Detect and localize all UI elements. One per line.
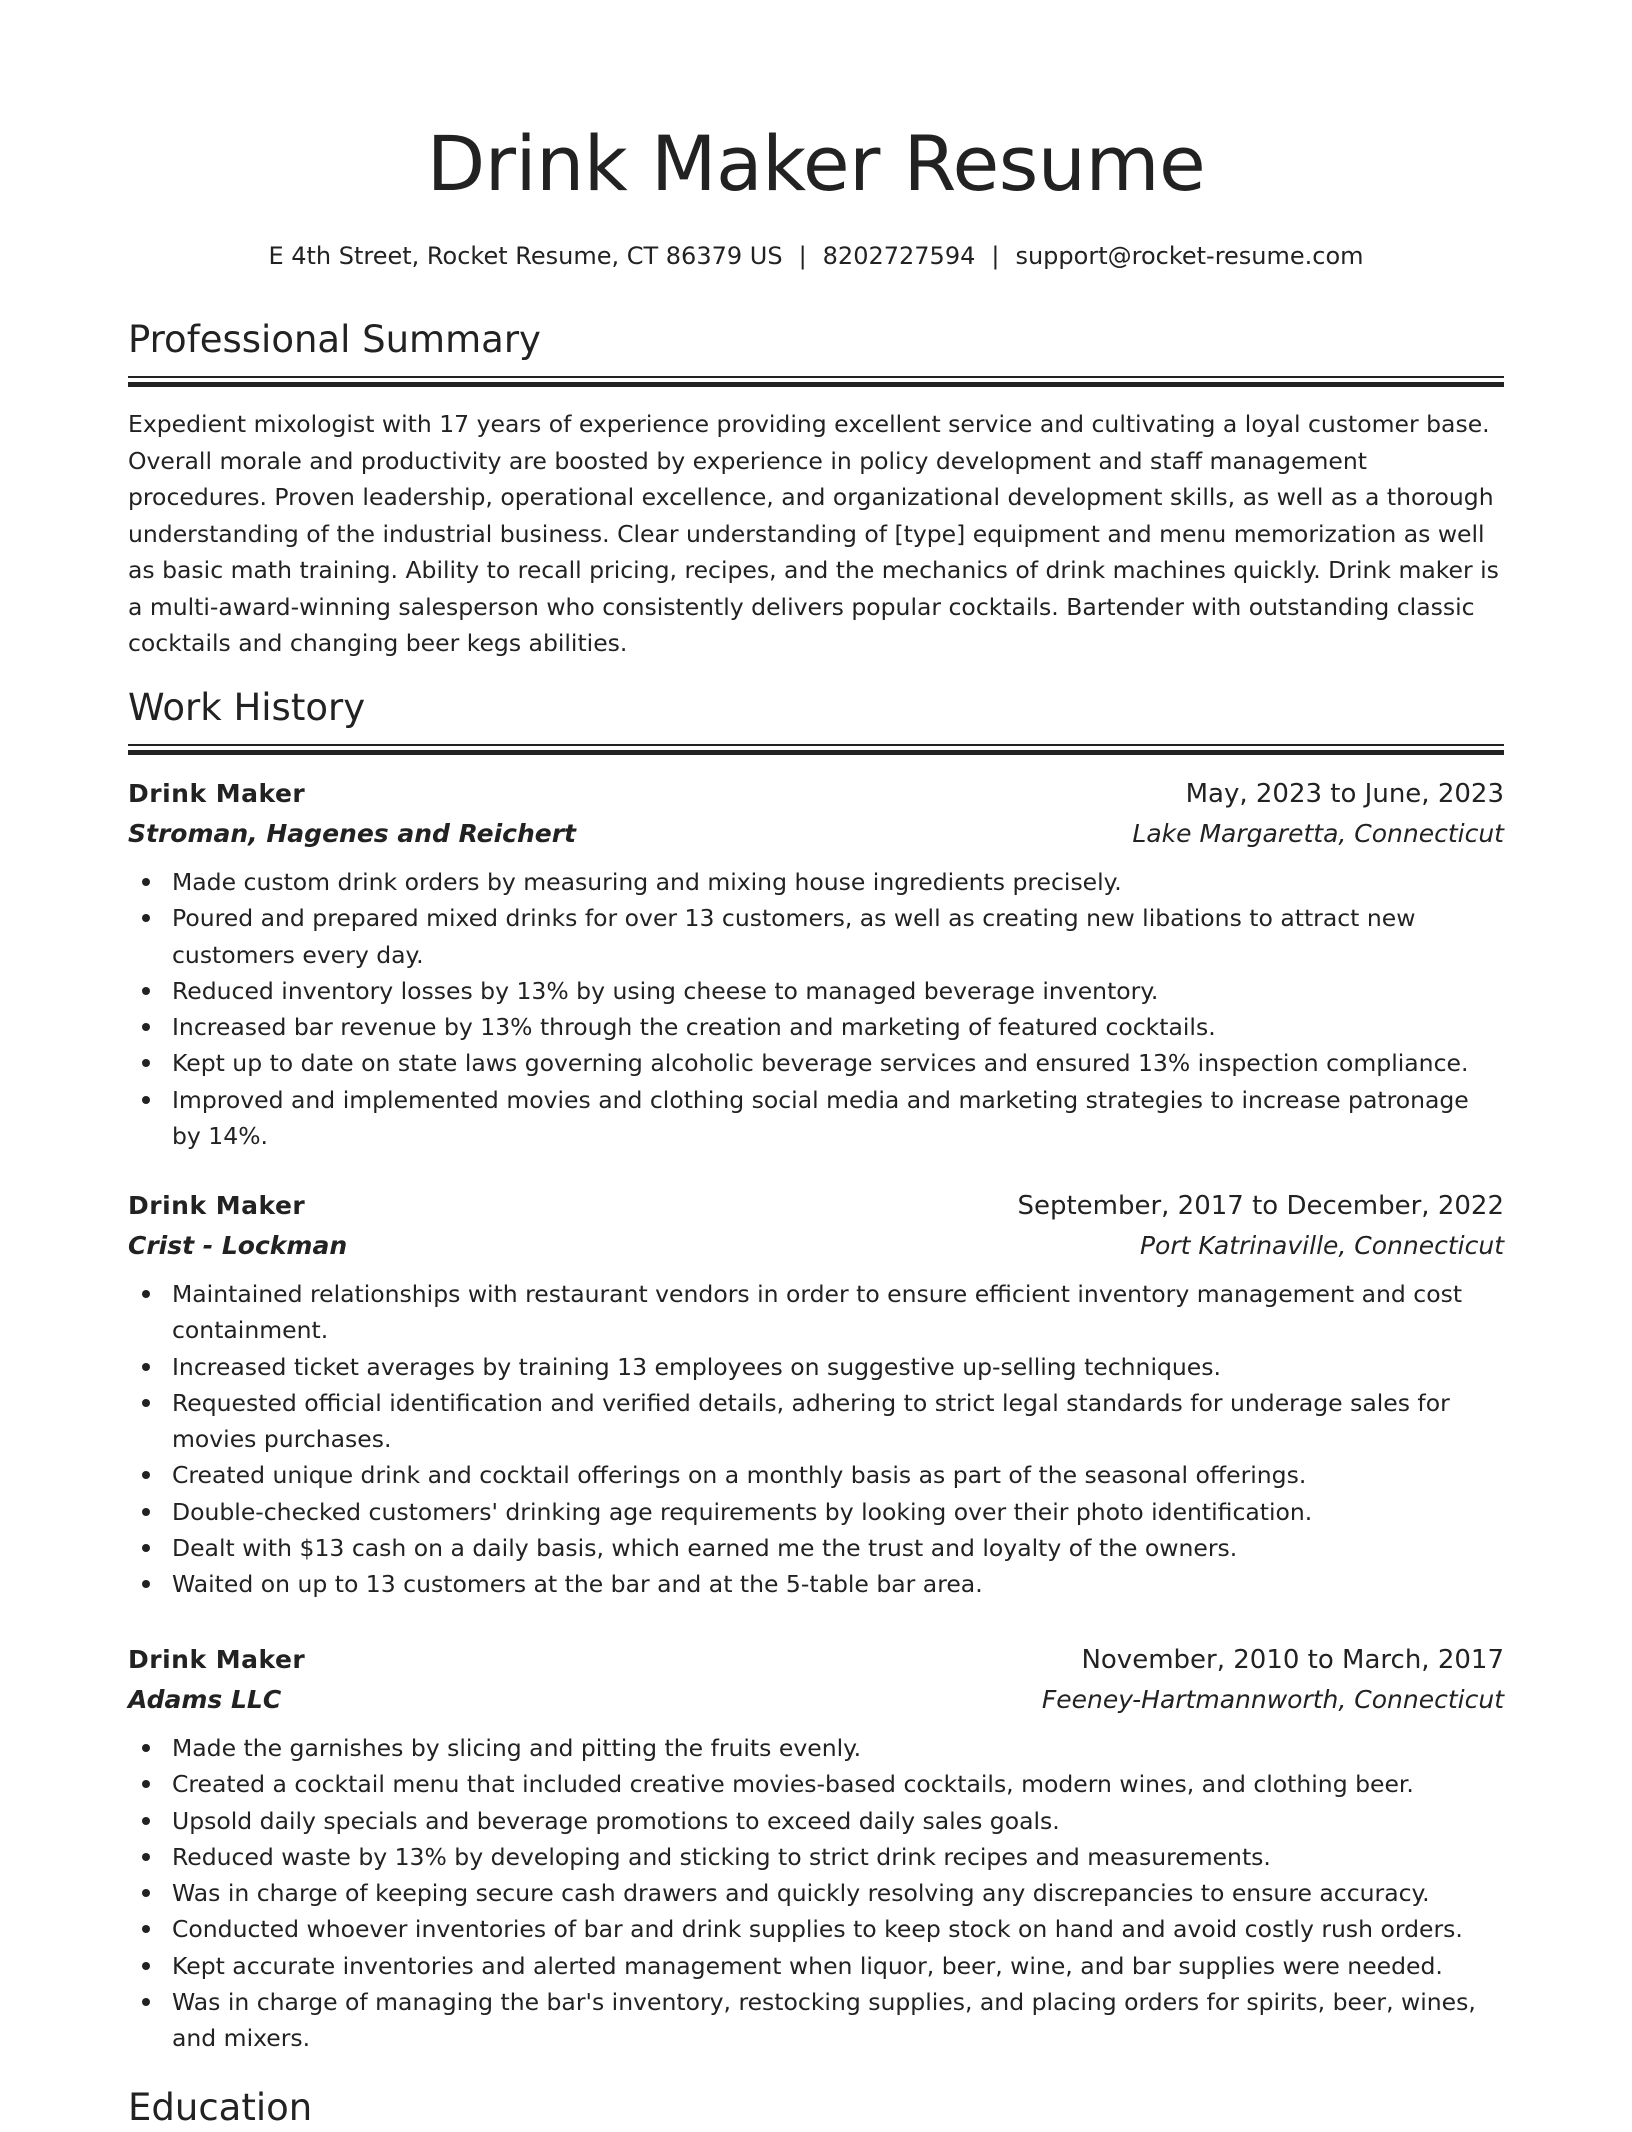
job-bullet: Waited on up to 13 customers at the bar and at the 5-table bar area. <box>128 1566 1504 1602</box>
job-title: Drink Maker <box>128 779 306 808</box>
contact-separator: | <box>798 242 807 270</box>
job-bullet: Was in charge of managing the bar's inventory, restocking supplies, and placing orders for spirits, beer, wines, and mixers. <box>128 1984 1504 2057</box>
job-bullet: Made custom drink orders by measuring and mixing house ingredients precisely. <box>128 864 1504 900</box>
job-bullet-list <box>128 1276 1504 1603</box>
contact-separator: | <box>991 242 1000 270</box>
job-bullet: Was in charge of keeping secure cash drawers and quickly resolving any discrepancies to ensure accuracy. <box>128 1875 1504 1911</box>
job-bullet-list <box>128 1730 1504 2057</box>
job-bullet: Created a cocktail menu that included creative movies-based cocktails, modern wines, and clothing beer. <box>128 1766 1504 1802</box>
job-dates: May, 2023 to June, 2023 <box>1185 779 1504 809</box>
job-bullet: Increased ticket averages by training 13 employees on suggestive up-selling techniques. <box>128 1349 1504 1385</box>
job-title: Drink Maker <box>128 1645 306 1674</box>
job-bullet: Double-checked customers' drinking age requirements by looking over their photo identification. <box>128 1494 1504 1530</box>
job-dates: November, 2010 to March, 2017 <box>1081 1645 1504 1675</box>
job-entry <box>128 1640 1504 2057</box>
job-bullet: Improved and implemented movies and clothing social media and marketing strategies to increase patronage by 14%. <box>128 1082 1504 1155</box>
job-dates: September, 2017 to December, 2022 <box>1017 1191 1504 1221</box>
contact-line <box>128 238 1504 274</box>
job-location: Port Katrinaville, Connecticut <box>1139 1231 1504 1260</box>
contact-email: support@rocket-resume.com <box>1015 242 1364 270</box>
section-title-education: Education <box>128 2086 313 2129</box>
section-divider <box>128 744 1504 755</box>
section-title-summary: Professional Summary <box>128 318 541 361</box>
job-bullet: Upsold daily specials and beverage promotions to exceed daily sales goals. <box>128 1803 1504 1839</box>
job-bullet: Maintained relationships with restaurant vendors in order to ensure efficient inventory management and cost containment. <box>128 1276 1504 1349</box>
job-location: Lake Margaretta, Connecticut <box>1132 819 1504 848</box>
job-bullet: Reduced inventory losses by 13% by using cheese to managed beverage inventory. <box>128 973 1504 1009</box>
job-bullet: Dealt with $13 cash on a daily basis, which earned me the trust and loyalty of the owners. <box>128 1530 1504 1566</box>
job-bullet: Conducted whoever inventories of bar and drink supplies to keep stock on hand and avoid costly rush orders. <box>128 1911 1504 1947</box>
resume-title: Drink Maker Resume <box>426 119 1206 208</box>
job-bullet: Poured and prepared mixed drinks for over 13 customers, as well as creating new libations to attract new customers every day. <box>128 900 1504 973</box>
job-company: Crist - Lockman <box>128 1231 348 1260</box>
job-company: Adams LLC <box>128 1685 282 1714</box>
job-bullet: Kept up to date on state laws governing alcoholic beverage services and ensured 13% inspection compliance. <box>128 1045 1504 1081</box>
contact-address: E 4th Street, Rocket Resume, CT 86379 US <box>268 242 783 270</box>
job-bullet: Reduced waste by 13% by developing and sticking to strict drink recipes and measurements. <box>128 1839 1504 1875</box>
job-title: Drink Maker <box>128 1191 306 1220</box>
job-bullet: Made the garnishes by slicing and pitting the fruits evenly. <box>128 1730 1504 1766</box>
summary-text: Expedient mixologist with 17 years of experience providing excellent service and cultivating a loyal customer base. Overall morale and productivity are boosted by experience in policy development and staff management procedures. Proven leadership, operational excellence, and organizational development skills, as well as a thorough understanding of the industrial business. Clear understanding of [type] equipment and menu memorization as well as basic math training. Ability to recall pricing, recipes, and the mechanics of drink machines quickly. Drink maker is a multi-award-winning salesperson who consistently delivers popular cocktails. Bartender with outstanding classic cocktails and changing beer kegs abilities. <box>128 410 1499 657</box>
section-divider <box>128 376 1504 387</box>
job-bullet-list <box>128 864 1504 1154</box>
contact-phone: 8202727594 <box>822 242 976 270</box>
job-company: Stroman, Hagenes and Reichert <box>128 819 577 848</box>
job-bullet: Kept accurate inventories and alerted management when liquor, beer, wine, and bar supplies were needed. <box>128 1948 1504 1984</box>
job-bullet: Increased bar revenue by 13% through the creation and marketing of featured cocktails. <box>128 1009 1504 1045</box>
section-title-work-history: Work History <box>128 686 366 729</box>
job-bullet: Created unique drink and cocktail offerings on a monthly basis as part of the seasonal offerings. <box>128 1457 1504 1493</box>
job-entry <box>128 1186 1504 1603</box>
job-bullet: Requested official identification and verified details, adhering to strict legal standards for underage sales for movies purchases. <box>128 1385 1504 1458</box>
job-location: Feeney-Hartmannworth, Connecticut <box>1041 1685 1504 1714</box>
job-entry <box>128 774 1504 1154</box>
